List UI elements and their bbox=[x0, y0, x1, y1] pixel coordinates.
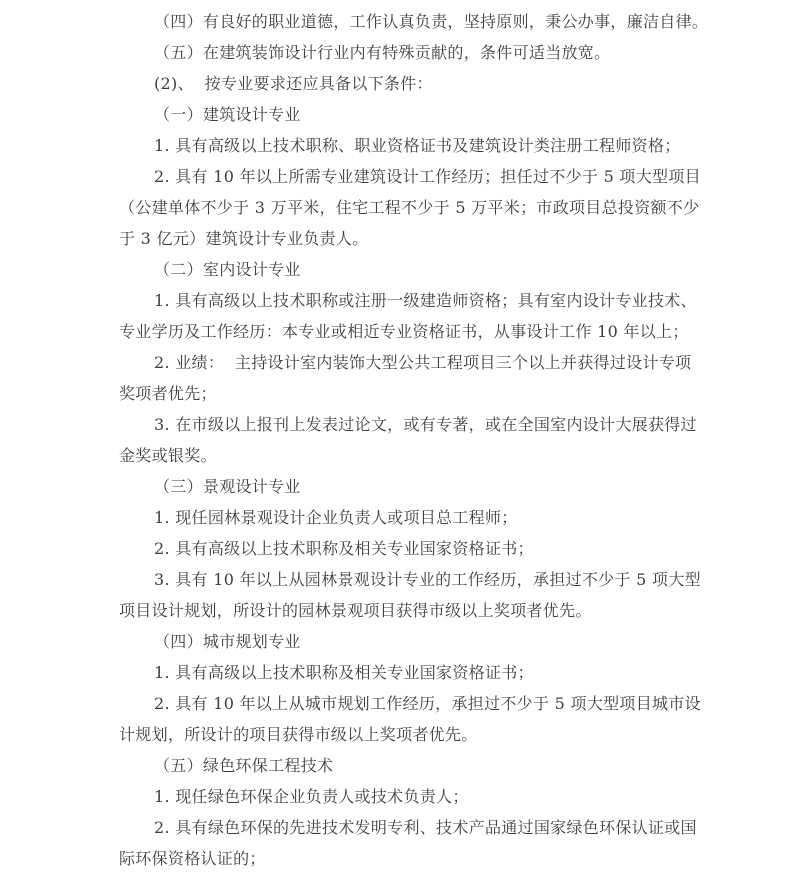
text-line: 1. 具有高级以上技术职称、职业资格证书及建筑设计类注册工程师资格； bbox=[154, 136, 681, 155]
text-line: 际环保资格认证的； bbox=[119, 849, 266, 868]
text-line: 2. 具有高级以上技术职称及相关专业国家资格证书； bbox=[154, 539, 534, 558]
text-line: 2. 具有 10 年以上从城市规划工作经历，承担过不少于 5 项大型项目城市设 bbox=[154, 694, 701, 713]
text-line: 2. 具有绿色环保的先进技术发明专利、技术产品通过国家绿色环保认证或国 bbox=[154, 818, 697, 837]
text-line: 专业学历及工作经历：本专业或相近专业资格证书，从事设计工作 10 年以上； bbox=[119, 322, 689, 341]
text-line: （四）城市规划专业 bbox=[154, 632, 301, 651]
text-line: 于 3 亿元）建筑设计专业负责人。 bbox=[119, 229, 369, 248]
text-line: （五）在建筑装饰设计行业内有特殊贡献的，条件可适当放宽。 bbox=[154, 43, 611, 62]
text-line: 1. 现任绿色环保企业负责人或技术负责人； bbox=[154, 787, 469, 806]
text-line: 金奖或银奖。 bbox=[119, 446, 217, 465]
text-line: （五）绿色环保工程技术 bbox=[154, 756, 334, 775]
text-line: （二）室内设计专业 bbox=[154, 260, 301, 279]
text-line: （一）建筑设计专业 bbox=[154, 105, 301, 124]
text-line: (2)、 按专业要求还应具备以下条件： bbox=[154, 74, 433, 93]
document-body bbox=[119, 6, 709, 874]
text-line: 3. 具有 10 年以上从园林景观设计专业的工作经历，承担过不少于 5 项大型 bbox=[154, 570, 701, 589]
text-line: （三）景观设计专业 bbox=[154, 477, 301, 496]
text-line: 1. 具有高级以上技术职称及相关专业国家资格证书； bbox=[154, 663, 534, 682]
text-line: 奖项者优先； bbox=[119, 384, 217, 403]
text-line: 计规划，所设计的项目获得市级以上奖项者优先。 bbox=[119, 725, 478, 744]
text-line: （公建单体不少于 3 万平米，住宅工程不少于 5 万平米；市政项目总投资额不少 bbox=[119, 198, 700, 217]
text-line: 1. 现任园林景观设计企业负责人或项目总工程师； bbox=[154, 508, 518, 527]
text-line: （四）有良好的职业道德，工作认真负责，坚持原则，秉公办事，廉洁自律。 bbox=[154, 12, 709, 31]
text-line: 3. 在市级以上报刊上发表过论文，或有专著，或在全国室内设计大展获得过 bbox=[154, 415, 697, 434]
text-line: 1. 具有高级以上技术职称或注册一级建造师资格；具有室内设计专业技术、 bbox=[154, 291, 697, 310]
text-line: 2. 具有 10 年以上所需专业建筑设计工作经历；担任过不少于 5 项大型项目 bbox=[154, 167, 701, 186]
text-line: 2. 业绩： 主持设计室内装饰大型公共工程项目三个以上并获得过设计专项 bbox=[154, 353, 692, 372]
text-line: 项目设计规划，所设计的园林景观项目获得市级以上奖项者优先。 bbox=[119, 601, 592, 620]
